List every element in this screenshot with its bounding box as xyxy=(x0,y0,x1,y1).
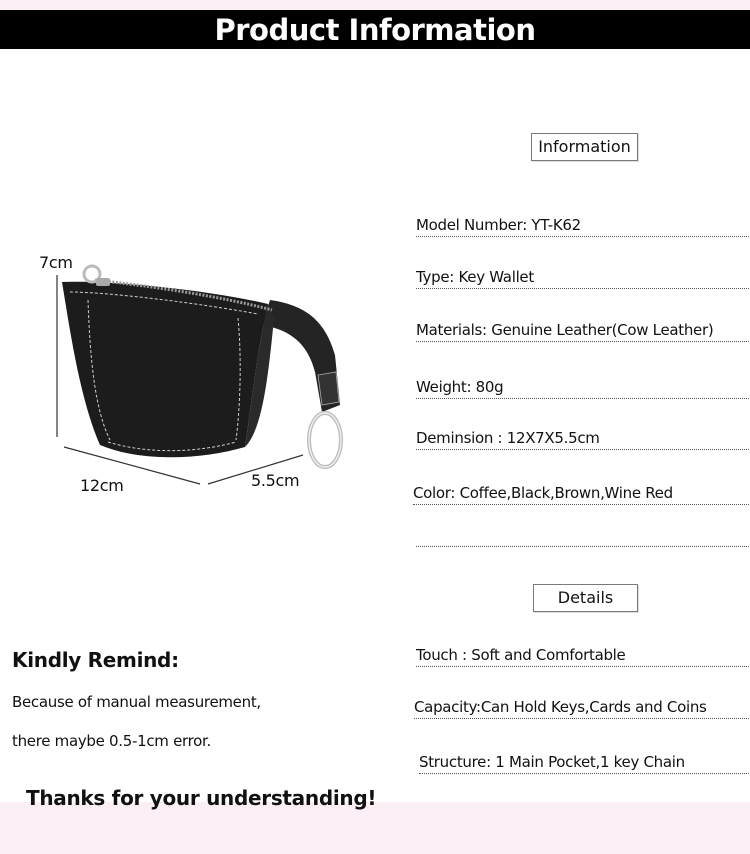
depth-dimension-label: 5.5cm xyxy=(251,471,300,490)
touch-field: Touch : Soft and Comfortable xyxy=(416,644,749,667)
remind-line-1: Because of manual measurement, xyxy=(12,693,261,711)
remind-line-2: there maybe 0.5-1cm error. xyxy=(12,732,211,750)
blank-dotted-line xyxy=(416,546,749,547)
length-dimension-label: 12cm xyxy=(80,476,124,495)
details-section-label: Details xyxy=(533,584,638,612)
type-field: Type: Key Wallet xyxy=(416,266,749,289)
weight-field: Weight: 80g xyxy=(416,376,749,399)
capacity-field: Capacity:Can Hold Keys,Cards and Coins xyxy=(414,696,749,719)
dimension-field: Deminsion : 12X7X5.5cm xyxy=(416,427,749,450)
color-field: Color: Coffee,Black,Brown,Wine Red xyxy=(413,482,749,505)
kindly-remind-title: Kindly Remind: xyxy=(12,648,179,672)
height-dimension-label: 7cm xyxy=(39,253,73,272)
structure-field: Structure: 1 Main Pocket,1 key Chain xyxy=(419,751,749,774)
model-number-field: Model Number: YT-K62 xyxy=(416,214,749,237)
materials-field: Materials: Genuine Leather(Cow Leather) xyxy=(416,319,749,342)
banner-title: Product Information xyxy=(0,10,750,49)
wallet-product-image xyxy=(0,0,360,500)
thanks-message: Thanks for your understanding! xyxy=(26,786,377,810)
information-section-label: Information xyxy=(531,133,638,161)
